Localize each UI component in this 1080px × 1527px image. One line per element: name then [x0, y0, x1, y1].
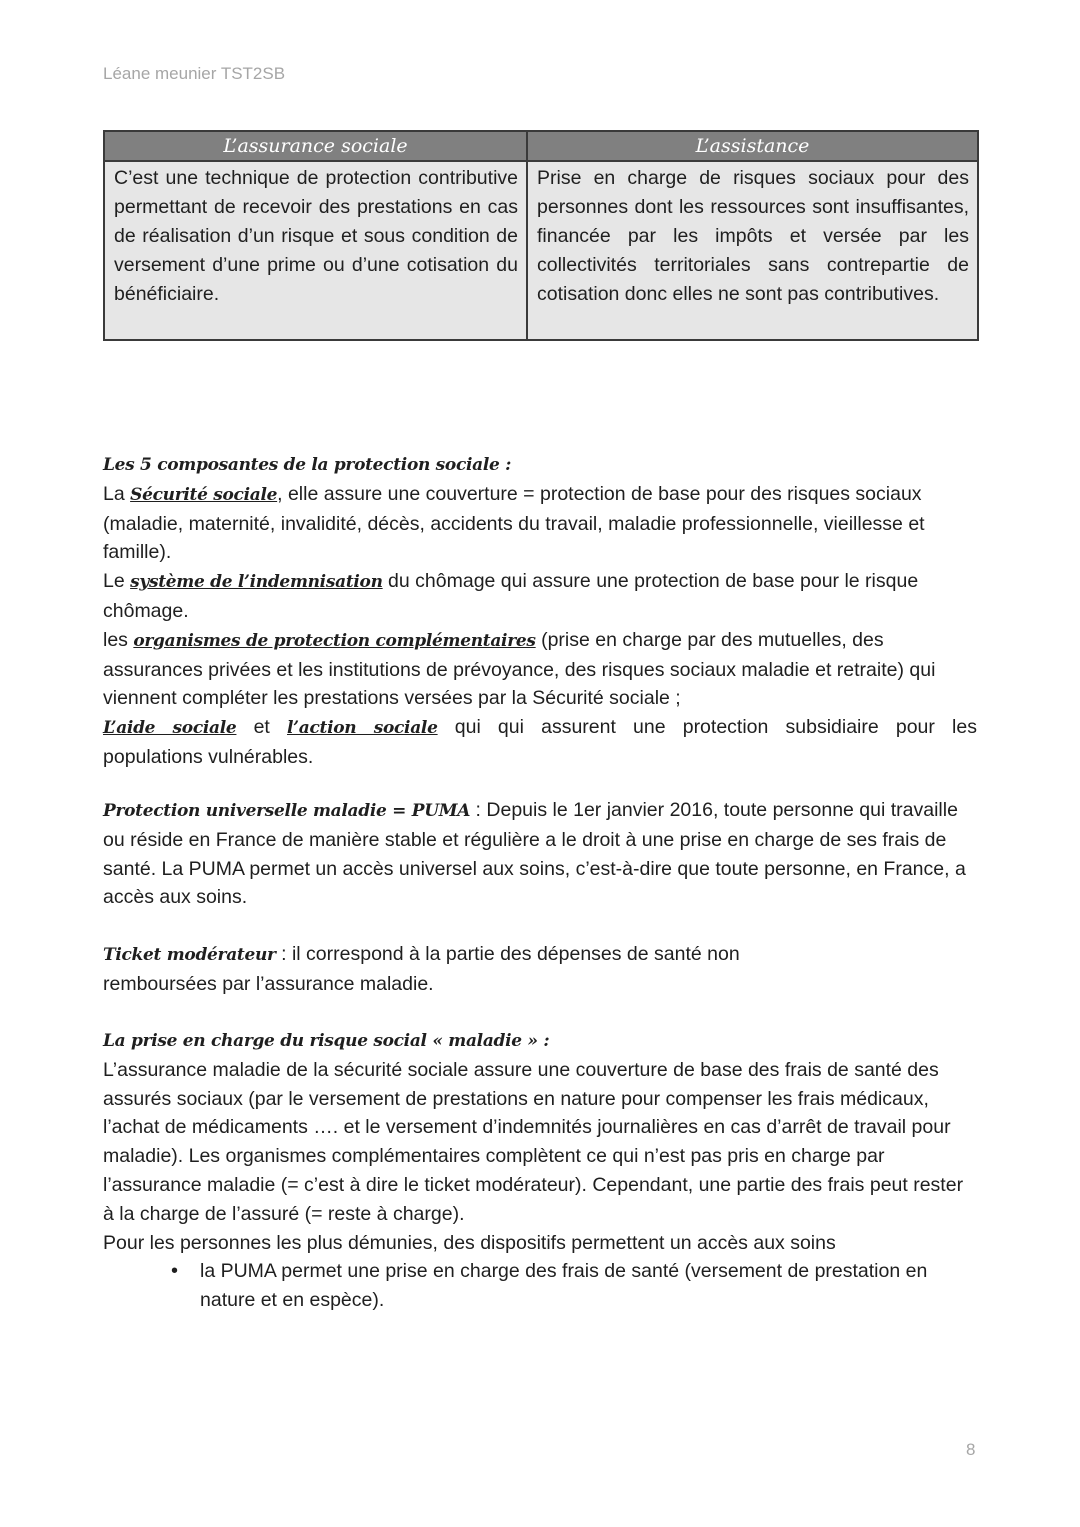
paragraph-complementaires [103, 626, 977, 713]
text-connector: et [236, 716, 287, 739]
section-heading: Les 5 composantes de la protection sociale : [103, 455, 512, 475]
paragraph-text: du chômage qui assure une protection de base pour le risque chômage. [103, 570, 919, 622]
paragraph-indemnisation [103, 567, 977, 626]
header-assurance-sociale: L’assurance sociale [104, 131, 527, 161]
term-complementaires: organismes de protection complémentaires [133, 630, 536, 651]
table-row [104, 161, 978, 340]
paragraph-puma [103, 796, 977, 912]
paragraph-text: : il correspond à la partie des dépenses de santé non [275, 943, 740, 965]
header-assistance: L’assistance [527, 131, 978, 161]
section-ticket [103, 940, 977, 999]
paragraph-ticket [103, 940, 977, 970]
section-composantes [103, 451, 977, 772]
paragraph-text-end: remboursées par l’assurance maladie. [103, 972, 434, 995]
bullet-list [103, 1257, 977, 1315]
term-indemnisation: système de l’indemnisation [130, 572, 383, 593]
term-aide-sociale: L’aide sociale [103, 718, 237, 739]
paragraph-text: , elle assure une couverture = protection de base pour des risques sociaux (maladie, maternité, invalidité, décès, accidents du travail, maladie professionnelle, vieillesse et famille). [103, 482, 925, 564]
section-puma [103, 796, 977, 912]
page-number: 8 [966, 1440, 976, 1459]
table-header-row [104, 131, 978, 161]
paragraph-demunis: Pour les personnes les plus démunies, des dispositifs permettent un accès aux soins [103, 1231, 836, 1254]
paragraph-aide-sociale [103, 713, 977, 743]
term-action-sociale: l’action sociale [287, 718, 438, 739]
paragraph-text: qui qui assurent une protection subsidiaire pour les [437, 716, 977, 739]
document-header: Léane meunier TST2SB [103, 64, 286, 83]
paragraph-maladie: L’assurance maladie de la sécurité sociale assure une couverture de base des frais de santé des assurés sociaux (par le versement de prestations en nature pour compenser les frais médicaux, l’achat de médicaments …. et le versement d’indemnités journalières en cas d’arrêt de travail pour maladie). Les organismes complémentaires complètent ce qui n’est pas pris en charge par l’assurance maladie (= c’est à dire le ticket modérateur). Cependant, une partie des frais peut rester à la charge de l’assuré (= reste à charge). [103, 1058, 964, 1225]
puma-heading: Protection universelle maladie = PUMA [103, 801, 471, 821]
text-prefix: les [103, 628, 134, 651]
text-prefix: Le [103, 570, 131, 593]
comparison-table [103, 130, 979, 341]
term-securite-sociale: Sécurité sociale [130, 484, 278, 505]
section-maladie [103, 1027, 977, 1315]
cell-assurance-sociale: C’est une technique de protection contributive permettant de recevoir des prestations en cas de réalisation d’un risque et sous condition de versement d’une prime ou d’une cotisation du bénéficiaire. [104, 161, 527, 340]
paragraph-securite-sociale [103, 480, 977, 567]
text-prefix: La [103, 482, 131, 505]
paragraph-text: : Depuis le 1er janvier 2016, toute personne qui travaille ou réside en France de manière stable et régulière a le droit à une prise en charge de ses frais de santé. La PUMA permet un accès universel aux soins, c’est-à-dire que toute personne, en France, a accès aux soins. [103, 799, 966, 909]
paragraph-text-end: populations vulnérables. [103, 745, 314, 768]
section-heading: La prise en charge du risque social « maladie » : [103, 1031, 550, 1051]
cell-assistance: Prise en charge de risques sociaux pour des personnes dont les ressources sont insuffisantes, financée par les impôts et versée par les collectivités territoriales sans contrepartie de cotisation donc elles ne sont pas contributives. [527, 161, 978, 340]
paragraph-text: (prise en charge par des mutuelles, des assurances privées et les institutions de prévoyance, des risques sociaux maladie et retraite) qui viennent compléter les prestations versées par la Sécurité sociale ; [103, 628, 936, 710]
list-item: • la PUMA permet une prise en charge des frais de santé (versement de prestation en nature et en espèce). [200, 1257, 977, 1315]
ticket-heading: Ticket modérateur [103, 945, 276, 965]
